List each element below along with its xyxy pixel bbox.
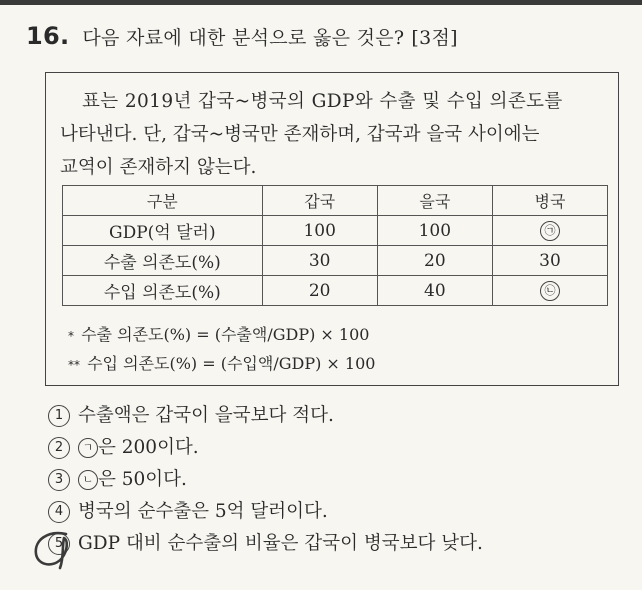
header-eul: 을국 bbox=[377, 186, 492, 216]
choice-number: 3 bbox=[48, 469, 70, 491]
choice-5[interactable] bbox=[48, 528, 483, 560]
circled-giyeok: ㉠ bbox=[540, 221, 560, 241]
table-row bbox=[63, 276, 608, 306]
question-points: [3점] bbox=[411, 27, 458, 49]
data-box bbox=[45, 72, 619, 386]
footnote-mark: * bbox=[68, 329, 74, 343]
data-table bbox=[62, 185, 608, 306]
choice-text: 은 50이다. bbox=[98, 469, 187, 490]
choice-number: 5 bbox=[48, 533, 70, 555]
cell-value: 20 bbox=[262, 276, 377, 306]
question-text: 다음 자료에 대한 분석으로 옳은 것은? bbox=[82, 27, 405, 49]
footnotes bbox=[68, 321, 375, 379]
choice-3[interactable] bbox=[48, 464, 483, 496]
table-header-row bbox=[63, 186, 608, 216]
choice-4[interactable] bbox=[48, 496, 483, 528]
choice-number: 4 bbox=[48, 501, 70, 523]
cell-value: 40 bbox=[377, 276, 492, 306]
question-number: 16. bbox=[26, 22, 70, 50]
choice-number: 2 bbox=[48, 437, 70, 459]
cell-value: 30 bbox=[262, 246, 377, 276]
cell-value: 100 bbox=[262, 216, 377, 246]
row-label: GDP(억 달러) bbox=[63, 216, 263, 246]
footnote-text: 수입 의존도(%) = (수입액/GDP) × 100 bbox=[87, 354, 376, 373]
footnote-2 bbox=[68, 350, 375, 379]
pencil-mark-icon bbox=[28, 528, 88, 572]
header-category: 구분 bbox=[63, 186, 263, 216]
row-label: 수입 의존도(%) bbox=[63, 276, 263, 306]
header-byeong: 병국 bbox=[492, 186, 607, 216]
footnote-mark: ** bbox=[68, 358, 80, 372]
footnote-1 bbox=[68, 321, 375, 350]
cell-value: 100 bbox=[377, 216, 492, 246]
choice-1[interactable] bbox=[48, 400, 483, 432]
circled-nieun: ㄴ bbox=[78, 470, 98, 490]
top-rule bbox=[0, 0, 642, 5]
passage-line-2: 나타낸다. 단, 갑국~병국만 존재하며, 갑국과 을국 사이에는 bbox=[60, 124, 540, 145]
circled-giyeok: ㄱ bbox=[78, 438, 98, 458]
table-row bbox=[63, 216, 608, 246]
circled-nieun: ㉡ bbox=[540, 281, 560, 301]
choice-text: GDP 대비 순수출의 비율은 갑국이 병국보다 낮다. bbox=[78, 533, 483, 554]
choice-2[interactable] bbox=[48, 432, 483, 464]
cell-value: 30 bbox=[492, 246, 607, 276]
cell-value bbox=[492, 216, 607, 246]
choice-text: 병국의 순수출은 5억 달러이다. bbox=[78, 501, 328, 522]
question-header bbox=[26, 22, 458, 50]
choice-text: 은 200이다. bbox=[98, 437, 199, 458]
passage bbox=[60, 85, 612, 184]
passage-line-3: 교역이 존재하지 않는다. bbox=[60, 157, 257, 178]
passage-line-1: 표는 2019년 갑국~병국의 GDP와 수출 및 수입 의존도를 bbox=[82, 91, 563, 112]
cell-value: 20 bbox=[377, 246, 492, 276]
row-label: 수출 의존도(%) bbox=[63, 246, 263, 276]
choice-number: 1 bbox=[48, 405, 70, 427]
cell-value bbox=[492, 276, 607, 306]
table-row bbox=[63, 246, 608, 276]
footnote-text: 수출 의존도(%) = (수출액/GDP) × 100 bbox=[81, 325, 370, 344]
answer-choices bbox=[48, 400, 483, 560]
header-gap: 갑국 bbox=[262, 186, 377, 216]
choice-text: 수출액은 갑국이 을국보다 적다. bbox=[78, 405, 334, 426]
